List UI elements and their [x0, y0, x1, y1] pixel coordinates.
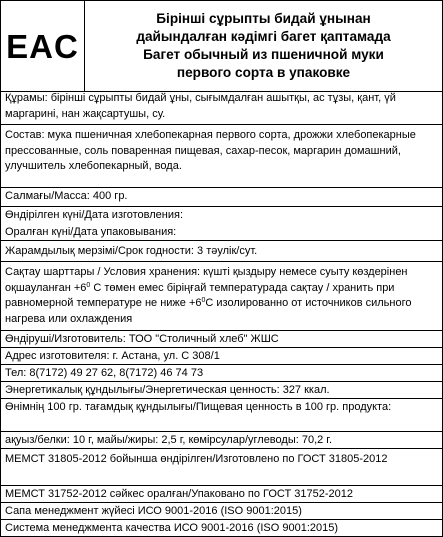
manufacturer-address: Адрес изготовителя: г. Астана, ул. С 308/1 — [1, 349, 442, 365]
product-title — [85, 1, 442, 91]
gost-manufacture: МЕМСТ 31805-2012 бойынша өндірілген/Изготовлено по ГОСТ 31805-2012 — [1, 450, 442, 486]
shelf-life: Жарамдылық мерзімі/Срок годности: 3 тәулік/сут. — [1, 242, 442, 262]
composition-ru: Состав: мука пшеничная хлебопекарная первого сорта, дрожжи хлебопекарные прессованные, соль поваренная пищевая, сахар-песок, маргарин домашний, улучшитель хлебопекарный, вода. — [1, 126, 442, 188]
mass: Салмағы/Масса: 400 гр. — [1, 189, 442, 207]
phone: Тел: 8(7172) 49 27 62, 8(7172) 46 74 73 — [1, 366, 442, 382]
storage-conditions — [1, 263, 442, 331]
storage-text-a: Сақтау шарттары / Условия хранения: күшті қыздыру немесе суыту көздерінен оқшауланған +6 — [5, 266, 408, 294]
label-header — [1, 1, 442, 92]
manufacturer: Өндіруші/Изготовитель: ТОО "Столичный хлеб" ЖШС — [1, 332, 442, 348]
title-line-kz-2: дайындалған кәдімгі багет қаптамада — [136, 29, 391, 44]
degree-sign: 0 — [201, 297, 206, 304]
eac-logo: EAC — [6, 27, 79, 65]
manufacture-date: Өндірілген күні/Дата изготовления: — [5, 209, 184, 221]
title-line-ru-1: Багет обычный из пшеничной муки — [143, 47, 384, 62]
degree-sign: 0 — [86, 281, 91, 289]
storage-text-b: С төмен емес біріңғай температурада сақтау / хранить при равномерной температуре не ниже +6 — [5, 281, 395, 309]
storage-text-c: С изолированно от источников сильного нагрева или охлаждения — [5, 297, 412, 325]
nutrition-values: ақуыз/белки: 10 г, майы/жиры: 2,5 г, көмірсулар/углеводы: 70,2 г. — [1, 433, 442, 449]
title-line-ru-2: первого сорта в упаковке — [176, 65, 351, 80]
composition-kz: Құрамы: бірінші сұрыпты бидай ұны, сығымдалған ашытқы, ас тұзы, қант, үй маргарині, нан жақсартушы, су. — [1, 91, 442, 125]
quality-system-ru: Система менеджмента качества ИСО 9001-2016 (ISO 9001:2015) — [5, 522, 339, 534]
gost-packing: МЕМСТ 31752-2012 сәйкес оралған/Упаковано по ГОСТ 31752-2012 — [1, 487, 442, 503]
quality-system-kz: Сапа менеджмент жүйесі ИСО 9001-2016 (ISO 9001:2015) — [1, 504, 442, 520]
title-line-kz-1: Бірінші сұрыпты бидай ұнынан — [156, 11, 371, 26]
eac-mark-box — [1, 1, 85, 91]
energy-value: Энергетикалық құндылығы/Энергетическая ценность: 327 ккал. — [1, 383, 442, 399]
nutrition-header: Өнімнің 100 гр. тағамдық құндылығы/Пищевая ценность в 100 гр. продукта: — [1, 400, 442, 432]
packing-date: Оралған күні/Дата упаковывания: — [1, 225, 442, 241]
